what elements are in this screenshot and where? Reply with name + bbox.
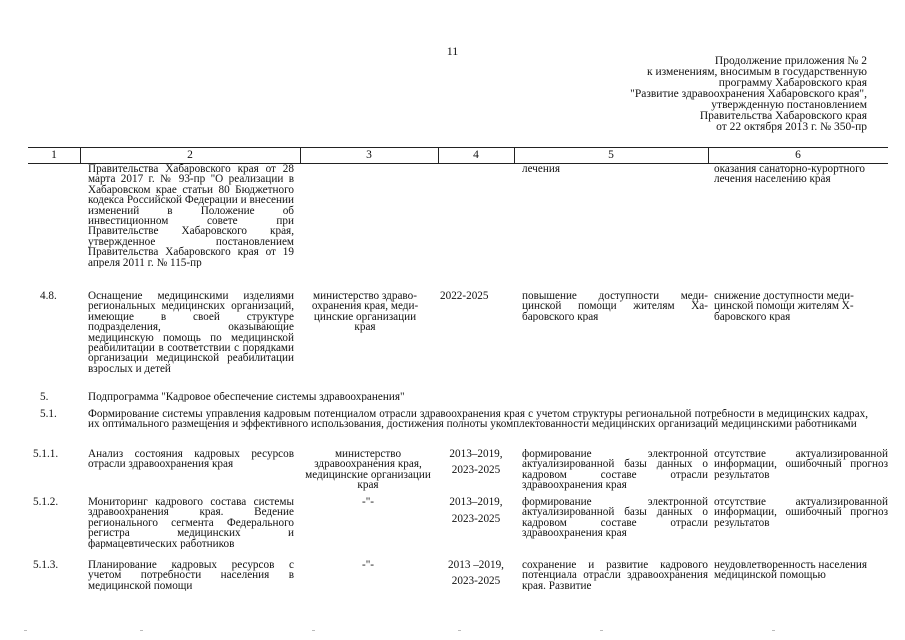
non-implementation-consequences: снижение доступности меди-цинской помощи жителям Х-баровского края xyxy=(714,291,854,323)
non-implementation-consequences: отсутствие актуализированной информации, ошибочный прогноз результатов xyxy=(714,497,888,529)
header-line: Правительства Хабаровского края xyxy=(699,110,867,122)
column-number: 3 xyxy=(366,149,372,161)
non-implementation-consequences: неудовлетворенность населения медицинской помощью xyxy=(714,560,868,581)
row-number: 4.8. xyxy=(40,291,57,302)
task-description: Формирование системы управления кадровым потенциалом отрасли здравоохранения края с учетом структуры региональной потребности в медицинских кадрах, их оптимального размещения и эффективного использования, достижения полноты укомплектованности медицинских организаций медицинскими работниками xyxy=(88,409,868,430)
expected-result: сохранение и развитие кадрового потенциала отрасли здравоохранения края. Развитие xyxy=(522,560,708,592)
scan-artifacts xyxy=(0,630,905,632)
subprogram-title: Подпрограмма "Кадровое обеспечение системы здравоохранения" xyxy=(88,392,405,403)
measure-description: Анализ состояния кадровых ресурсов отрасли здравоохранения края xyxy=(88,449,294,470)
implementation-period-end: 2023-2025 xyxy=(451,576,501,587)
expected-result: формирование электронной актуализированной базы данных о кадровом составе отрасли здравоохранения края xyxy=(522,449,708,491)
row-number: 5.1.1. xyxy=(33,449,59,460)
header-line: утвержденную постановлением xyxy=(711,99,867,111)
measure-description: Мониторинг кадрового состава системы здравоохранения края. Ведение регионального сегмента Федерального регистра медицинских и фармацевтических работников xyxy=(88,497,294,550)
responsible-executor: министерство здраво-охранения края, меди-цинские организации края xyxy=(311,291,419,333)
responsible-executor: -"- xyxy=(361,497,375,508)
implementation-period-start: 2013 –2019, xyxy=(448,560,504,571)
implementation-period-start: 2013–2019, xyxy=(449,449,503,460)
row-number: 5.1. xyxy=(40,409,57,420)
appendix-header xyxy=(537,56,867,133)
section-number: 5. xyxy=(40,392,49,403)
non-implementation-consequences: отсутствие актуализированной информации, ошибочный прогноз результатов xyxy=(714,449,888,481)
continuation-col2: Правительства Хабаровского края от 28 марта 2017 г. № 93-пр "О реализации в Хабаровском крае статьи 80 Бюджетного кодекса Российской Федерации и внесении изменений в Положение об инвестиционном совете при Правительстве Хабаровского края, утвержденное постановлением Правительства Хабаровского края от 19 апреля 2011 г. № 115-пр xyxy=(88,164,294,269)
column-number: 5 xyxy=(608,149,614,161)
continuation-col5: лечения xyxy=(522,164,560,175)
measure-description: Оснащение медицинскими изделиями региональных медицинских организаций, имеющие в своей структуре подразделения, оказывающие медицинскую помощь по медицинской реабилитации в соответствии с порядками организации медицинской реабилитации взрослых и детей xyxy=(88,291,294,375)
column-number: 4 xyxy=(473,149,479,161)
column-number: 6 xyxy=(795,149,801,161)
table-column-numbers xyxy=(28,147,888,164)
implementation-period-end: 2023-2025 xyxy=(451,514,501,525)
implementation-period: 2022-2025 xyxy=(440,291,489,302)
column-number: 1 xyxy=(51,149,57,161)
implementation-period-end: 2023-2025 xyxy=(451,465,501,476)
column-number: 2 xyxy=(187,149,193,161)
header-line: от 22 октября 2013 г. № 350-пр xyxy=(716,121,867,133)
header-line: "Развитие здравоохранения Хабаровского края", xyxy=(630,88,867,100)
implementation-period-start: 2013–2019, xyxy=(449,497,503,508)
header-line: Продолжение приложения № 2 xyxy=(714,55,867,67)
measure-description: Планирование кадровых ресурсов с учетом потребности населения в медицинской помощи xyxy=(88,560,294,592)
responsible-executor: министерство здравоохранения края, медицинские организации края xyxy=(305,449,431,491)
expected-result: формирование электронной актуализированной базы данных о кадровом составе отрасли здравоохранения края xyxy=(522,497,708,539)
responsible-executor: -"- xyxy=(361,560,375,571)
row-number: 5.1.3. xyxy=(33,560,59,571)
row-number: 5.1.2. xyxy=(33,497,59,508)
continuation-col6: оказания санаторно-курортного лечения населению края xyxy=(714,164,865,185)
page-number: 11 xyxy=(446,44,459,58)
header-line: программу Хабаровского края xyxy=(718,77,867,89)
expected-result: повышение доступности меди-цинской помощи жителям Ха-баровского края xyxy=(522,291,708,323)
header-line: к изменениям, вносимым в государственную xyxy=(647,66,867,78)
